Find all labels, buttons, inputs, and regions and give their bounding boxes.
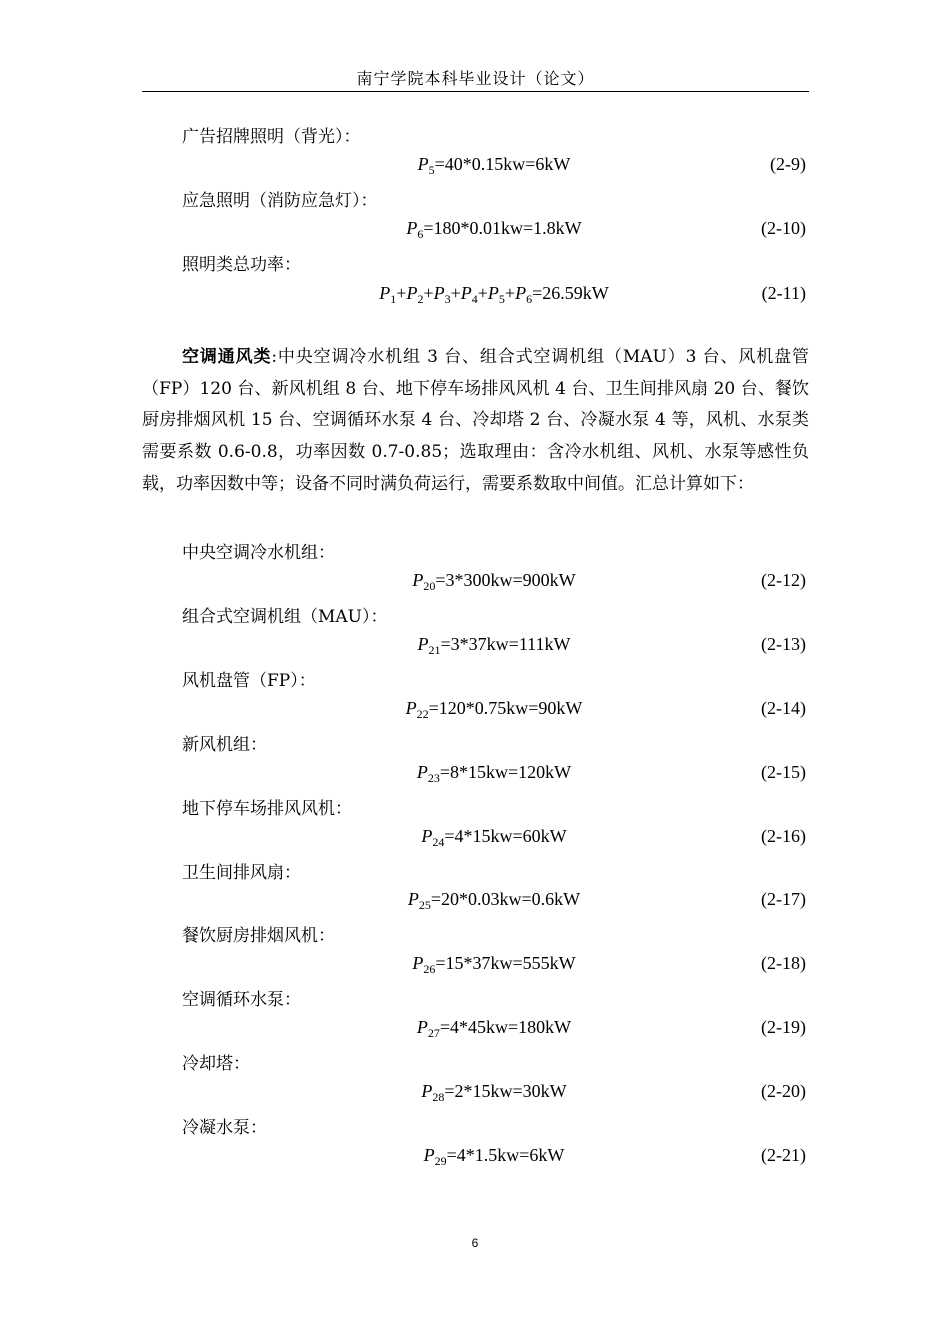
page-header-title: 南宁学院本科毕业设计（论文） xyxy=(356,69,595,88)
equation-number: (2-13) xyxy=(761,634,806,654)
equation-2-10 xyxy=(182,218,806,242)
item-label: 地下停车场排风风机： xyxy=(182,799,352,819)
equation-expression: =3*37kw=111kW xyxy=(440,634,571,654)
power-symbol: P xyxy=(406,218,418,238)
term-subscript: 6 xyxy=(526,292,533,306)
equation-2-14 xyxy=(182,698,806,722)
power-subscript: 23 xyxy=(427,771,440,785)
item-label: 广告招牌照明（背光）： xyxy=(182,127,361,147)
item-label: 中央空调冷水机组： xyxy=(182,543,335,563)
term-subscript: 1 xyxy=(390,292,397,306)
equation-2-11: $P_1+P_2+P_3+P_4+P_5+P_6=26.59kW$ (2-11) xyxy=(379,283,806,306)
equation-number: (2-19) xyxy=(761,1017,806,1037)
equation-expression: =40*0.15kw=6kW xyxy=(434,154,571,174)
term-subscript: 3 xyxy=(444,292,451,306)
equation-number: (2-9) xyxy=(770,154,806,174)
equation-number: (2-18) xyxy=(761,953,806,973)
equation-expression: =3*300kw=900kW xyxy=(435,570,576,590)
paragraph-heading: 空调通风类 xyxy=(182,347,272,367)
item-label: 卫生间排风扇： xyxy=(182,863,301,883)
equation-expression: =20*0.03kw=0.6kW xyxy=(430,889,581,909)
power-subscript: 28 xyxy=(432,1090,445,1104)
equation-2-12 xyxy=(182,570,806,594)
equation-2-15 xyxy=(182,762,806,786)
power-subscript: 21 xyxy=(428,643,441,657)
power-symbol: P xyxy=(416,762,428,782)
equation-expression: =4*15kw=60kW xyxy=(444,826,567,846)
equation-number: (2-17) xyxy=(761,889,806,909)
power-symbol: P xyxy=(407,889,419,909)
item-label: 照明类总功率： xyxy=(182,255,301,275)
power-subscript: 29 xyxy=(434,1154,447,1168)
term-subscript: 2 xyxy=(417,292,424,306)
power-symbol: P xyxy=(423,1145,435,1165)
power-subscript: 25 xyxy=(418,898,431,912)
equation-2-18 xyxy=(182,953,806,977)
power-symbol: P xyxy=(412,570,424,590)
item-label: 冷凝水泵： xyxy=(182,1118,267,1138)
equation-result: =26.59kW xyxy=(532,283,609,303)
equation-expression: =4*45kw=180kW xyxy=(439,1017,572,1037)
equation-expression: =15*37kw=555kW xyxy=(435,953,576,973)
power-subscript: 6 xyxy=(417,227,424,241)
equation-2-9 xyxy=(182,154,806,178)
equation-expression: =4*1.5kw=6kW xyxy=(446,1145,565,1165)
body-paragraph xyxy=(142,342,809,501)
power-symbol: P xyxy=(416,1017,428,1037)
power-subscript: 27 xyxy=(427,1026,440,1040)
power-symbol: P xyxy=(405,698,417,718)
item-label: 风机盘管（FP）： xyxy=(182,671,316,691)
equation-expression: =8*15kw=120kW xyxy=(439,762,572,782)
power-symbol: P xyxy=(412,953,424,973)
equation-2-13 xyxy=(182,634,806,658)
term-subscript: 4 xyxy=(471,292,478,306)
equation-expression: =120*0.75kw=90kW xyxy=(428,698,583,718)
header-rule xyxy=(142,91,809,92)
item-label: 餐饮厨房排烟风机： xyxy=(182,926,335,946)
equation-2-17 xyxy=(182,889,806,913)
equation-number: (2-21) xyxy=(761,1145,806,1165)
equation-number: (2-15) xyxy=(761,762,806,782)
power-symbol: P xyxy=(421,1081,433,1101)
item-label: 冷却塔： xyxy=(182,1054,250,1074)
equation-2-21 xyxy=(182,1145,806,1169)
item-label: 应急照明（消防应急灯）： xyxy=(182,191,378,211)
paragraph-text: :中央空调冷水机组 3 台、组合式空调机组（MAU）3 台、风机盘管（FP）120 台、新风机组 8 台、地下停车场排风风机 4 台、卫生间排风扇 20 台、餐饮厨房排烟风机 15 台、空调循环水泵 4 台、冷却塔 2 台、冷凝水泵 4 等，风机、水泵类需要系数 0.6-0.8，功率因数 0.7-0.85；选取理由：含冷水机组、风机、水泵等感性负载，功率因数中等；设备不同时满负荷运行，需要系数取中间值。汇总计算如下： xyxy=(142,347,809,494)
equation-2-20 xyxy=(182,1081,806,1105)
power-symbol: P xyxy=(417,634,429,654)
item-label: 新风机组： xyxy=(182,735,267,755)
power-subscript: 20 xyxy=(423,579,436,593)
power-subscript: 24 xyxy=(432,835,445,849)
page-number: 6 xyxy=(471,1236,479,1250)
power-symbol: P xyxy=(421,826,433,846)
term-subscript: 5 xyxy=(498,292,505,306)
item-label: 空调循环水泵： xyxy=(182,990,301,1010)
equation-2-16 xyxy=(182,826,806,850)
power-symbol: P xyxy=(417,154,429,174)
equation-number: (2-14) xyxy=(761,698,806,718)
equation-number: (2-20) xyxy=(761,1081,806,1101)
item-label: 组合式空调机组（MAU）： xyxy=(182,607,388,627)
equation-number: (2-10) xyxy=(761,218,806,238)
power-subscript: 22 xyxy=(416,707,429,721)
equation-expression: =2*15kw=30kW xyxy=(444,1081,567,1101)
power-subscript: 26 xyxy=(423,962,436,976)
equation-number: (2-11) xyxy=(761,283,806,303)
equation-number: (2-16) xyxy=(761,826,806,846)
equation-number: (2-12) xyxy=(761,570,806,590)
power-subscript: 5 xyxy=(428,163,435,177)
equation-expression: =180*0.01kw=1.8kW xyxy=(423,218,582,238)
equation-2-19 xyxy=(182,1017,806,1041)
